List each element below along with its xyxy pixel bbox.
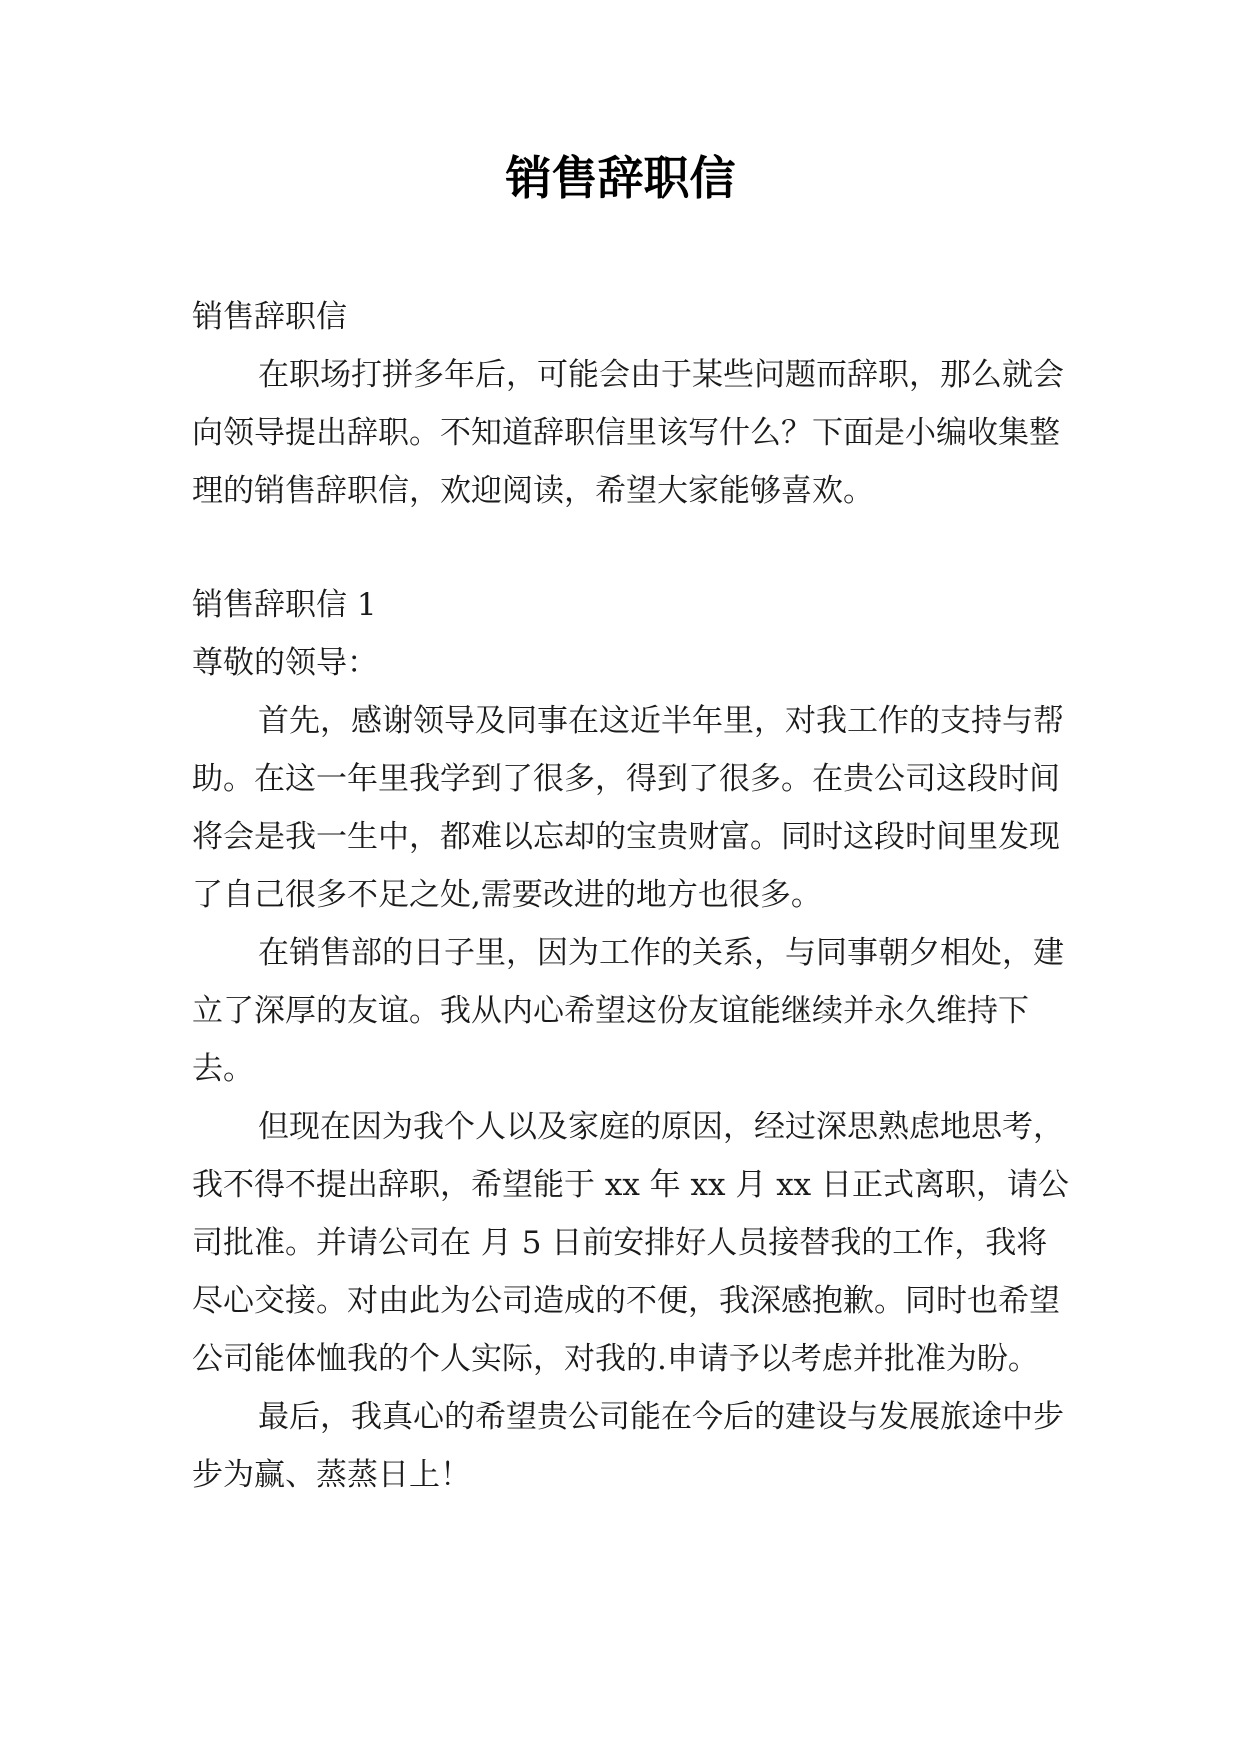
document-title: 销售辞职信 bbox=[505, 151, 736, 205]
letter-salutation: 尊敬的领导： bbox=[192, 645, 378, 681]
letter-paragraph-2: 在销售部的日子里，因为工作的关系，与同事朝夕相处，建立了深厚的友谊。我从内心希望这份友谊能继续并永久维持下去。 bbox=[192, 935, 1064, 1087]
intro-heading: 销售辞职信 bbox=[192, 299, 347, 335]
letter-section bbox=[192, 576, 1072, 1504]
letter-paragraph-3: 但现在因为我个人以及家庭的原因，经过深思熟虑地思考，我不得不提出辞职，希望能于 xx 年 xx 月 xx 日正式离职，请公司批准。并请公司在 月 5 日前安排好人员接替我的工作，我将尽心交接。对由此为公司造成的不便，我深感抱歉。同时也希望公司能体恤我的个人实际，对我的.申请予以考虑并批准为盼。 bbox=[192, 1109, 1070, 1377]
letter-heading: 销售辞职信 1 bbox=[192, 587, 377, 623]
letter-paragraph-4: 最后，我真心的希望贵公司能在今后的建设与发展旅途中步步为赢、蒸蒸日上！ bbox=[192, 1399, 1064, 1493]
letter-paragraph-1: 首先，感谢领导及同事在这近半年里，对我工作的支持与帮助。在这一年里我学到了很多，得到了很多。在贵公司这段时间将会是我一生中，都难以忘却的宝贵财富。同时这段时间里发现了自己很多不足之处,需要改进的地方也很多。 bbox=[192, 703, 1064, 913]
intro-paragraph: 在职场打拼多年后，可能会由于某些问题而辞职，那么就会向领导提出辞职。不知道辞职信里该写什么？下面是小编收集整理的销售辞职信，欢迎阅读，希望大家能够喜欢。 bbox=[192, 357, 1064, 509]
intro-section bbox=[192, 288, 1072, 520]
